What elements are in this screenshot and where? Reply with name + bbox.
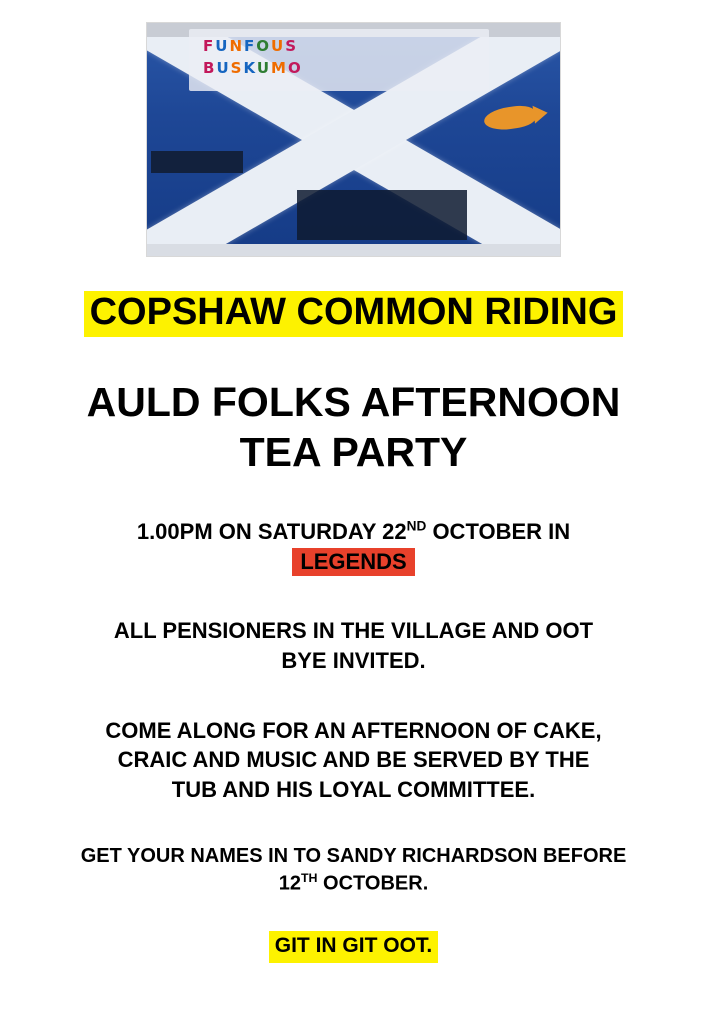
banner-letters-line2: BUSKUMO	[203, 59, 303, 77]
event-title: COPSHAW COMMON RIDING	[84, 291, 624, 337]
description-line-2: CRAIC AND MUSIC AND BE SERVED BY THE	[117, 747, 590, 773]
banner-letters-line1: FUNFOUS	[203, 37, 299, 55]
event-datetime-prefix: 1.00PM ON SATURDAY 22	[136, 518, 407, 544]
rsvp-deadline-number: 12	[278, 872, 301, 895]
saltire-flag-photo	[146, 22, 561, 257]
event-date-ordinal: ND	[406, 518, 427, 534]
event-venue: LEGENDS	[292, 548, 414, 576]
rsvp-line-2	[34, 870, 674, 898]
poster-page	[0, 22, 707, 1022]
event-datetime-block	[34, 517, 674, 576]
invitation-line-2: BYE INVITED.	[281, 647, 426, 673]
rsvp-line-1: GET YOUR NAMES IN TO SANDY RICHARDSON BEFORE	[80, 844, 627, 867]
photo-bottom-edge	[147, 244, 560, 256]
invitation-line-1: ALL PENSIONERS IN THE VILLAGE AND OOT	[113, 618, 594, 644]
page-title	[34, 377, 674, 477]
description-line-1: COME ALONG FOR AN AFTERNOON OF CAKE,	[105, 717, 602, 743]
event-datetime-line	[34, 517, 674, 547]
rsvp-deadline-month: OCTOBER.	[317, 872, 429, 895]
event-title-band	[48, 291, 660, 337]
event-datetime-suffix: OCTOBER IN	[426, 518, 571, 544]
photo-dark-block	[297, 190, 467, 240]
headline-line-2: TEA PARTY	[239, 428, 468, 475]
headline-line-1: AULD FOLKS AFTERNOON	[86, 378, 621, 425]
banner-letters	[203, 35, 453, 79]
rsvp-block	[34, 843, 674, 898]
invitation-block	[34, 616, 674, 675]
photo-dark-bar	[151, 151, 243, 173]
closing-slogan-block	[34, 931, 674, 962]
description-line-3: TUB AND HIS LOYAL COMMITTEE.	[171, 777, 536, 803]
closing-slogan: GIT IN GIT OOT.	[269, 931, 439, 962]
rsvp-deadline-ordinal: TH	[300, 870, 318, 885]
event-venue-line	[34, 547, 674, 577]
description-block	[34, 716, 674, 805]
